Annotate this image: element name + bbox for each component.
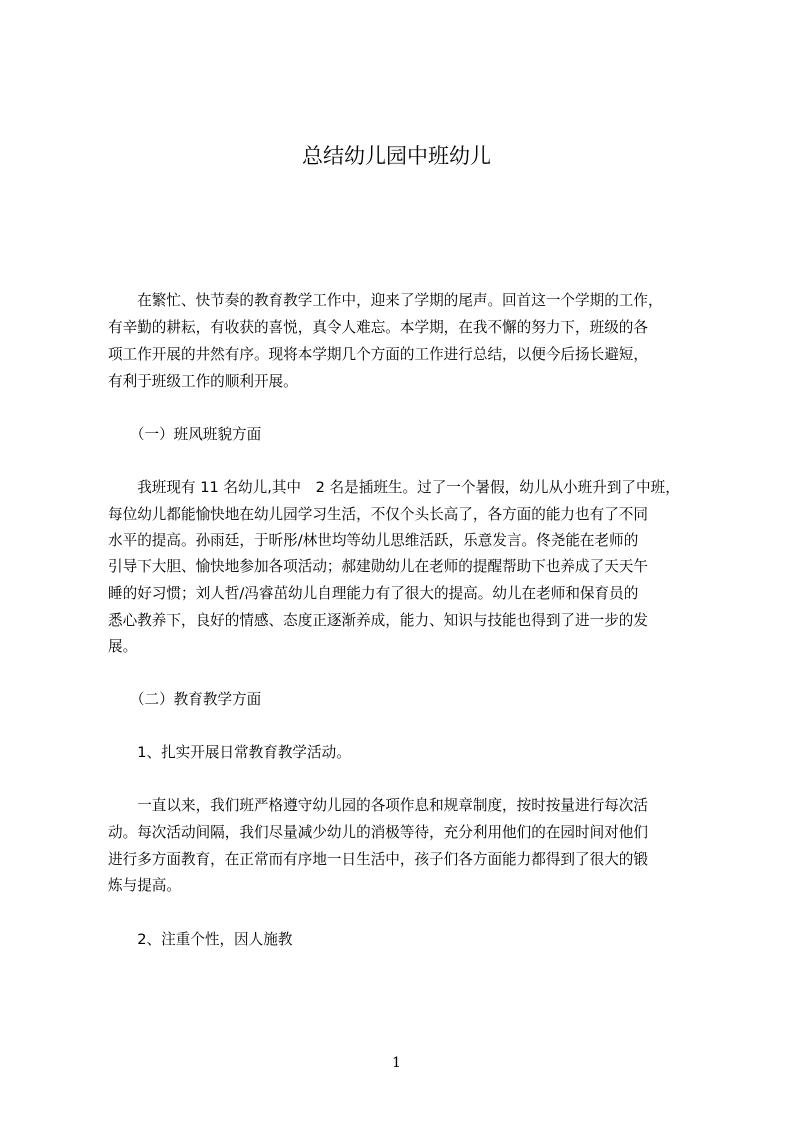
paragraph-line: 在繁忙、快节奏的教育教学工作中，迎来了学期的尾声。回首这一个学期的工作， bbox=[108, 292, 663, 309]
paragraph-line: 睡的好习惯；刘人哲/冯睿茁幼儿自理能力有了很大的提高。幼儿在老师和保育员的 bbox=[108, 585, 639, 602]
document-title: 总结幼儿园中班幼儿 bbox=[302, 144, 491, 168]
paragraph-line: 展。 bbox=[108, 638, 138, 655]
page-number: 1 bbox=[392, 1055, 401, 1071]
paragraph-line: 项工作开展的井然有序。现将本学期几个方面的工作进行总结，以便今后扬长避短， bbox=[108, 346, 648, 363]
paragraph-line: 每位幼儿都能愉快地在幼儿园学习生活，不仅个头长高了，各方面的能力也有了不同 bbox=[108, 506, 648, 523]
paragraph-line: 动。每次活动间隔，我们尽量减少幼儿的消极等待，充分利用他们的在园时间对他们 bbox=[108, 824, 648, 841]
section-heading: （二）教育教学方面 bbox=[108, 691, 262, 708]
sub-heading: 2、注重个性，因人施教 bbox=[108, 931, 293, 948]
section-heading: （一）班风班貌方面 bbox=[108, 426, 262, 443]
paragraph-line: 进行多方面教育，在正常而有序地一日生活中，孩子们各方面能力都得到了很大的锻 bbox=[108, 851, 648, 868]
paragraph-line: 引导下大胆、愉快地参加各项活动；郝建勋幼儿在老师的提醒帮助下也养成了天天午 bbox=[108, 558, 648, 575]
paragraph-line: 一直以来，我们班严格遵守幼儿园的各项作息和规章制度，按时按量进行每次活 bbox=[108, 797, 648, 814]
paragraph-line: 炼与提高。 bbox=[108, 877, 181, 894]
paragraph-line: 水平的提高。孙雨廷，于昕彤/林世均等幼儿思维活跃，乐意发言。佟尧能在老师的 bbox=[108, 532, 639, 549]
paragraph-line: 有利于班级工作的顺利开展。 bbox=[108, 373, 298, 390]
sub-heading: 1、扎实开展日常教育教学活动。 bbox=[108, 744, 351, 761]
paragraph-line: 悉心教养下，良好的情感、态度正逐渐养成，能力、知识与技能也得到了进一步的发 bbox=[108, 612, 648, 629]
paragraph-line: 有辛勤的耕耘，有收获的喜悦，真令人难忘。本学期，在我不懈的努力下，班级的各 bbox=[108, 319, 648, 336]
paragraph-line: 我班现有 11 名幼儿,其中 2 名是插班生。过了一个暑假，幼儿从小班升到了中班， bbox=[108, 479, 680, 496]
